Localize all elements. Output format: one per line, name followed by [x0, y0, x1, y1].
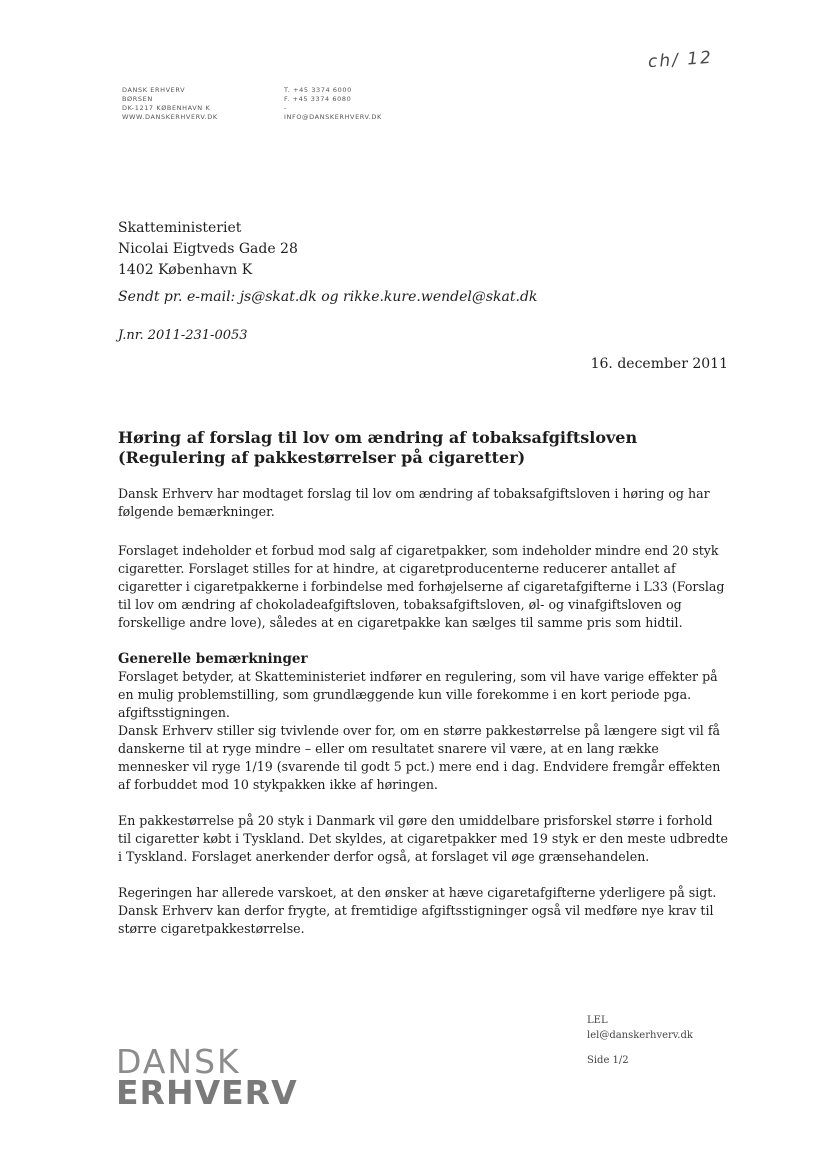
- logo-line-erhverv: ERHVERV: [116, 1073, 298, 1112]
- body-paragraph: Forslaget indeholder et forbud mod salg af cigaretpakker, som indeholder mindre end 20 styk cigaretter. Forslaget stilles for at hindre, at cigaretproducenterne reducerer antallet af cigaretter i cigaretpakkerne i forbindelse med forhøjelserne af cigaretafgifterne i L33 (Forslag til lov om ændring af chokoladeafgiftsloven, tobaksafgiftsloven, øl- og vinafgiftsloven og forskellige andre love), således at en cigaretpakke kan sælges til samme pris som hidtil.: [118, 543, 725, 630]
- sender-line: BØRSEN: [122, 95, 153, 103]
- sender-line: WWW.DANSKERHVERV.DK: [122, 113, 218, 121]
- sender-contact: [284, 86, 382, 122]
- recipient-address: [118, 218, 298, 281]
- body-paragraph: Forslaget betyder, at Skatteministeriet indfører en regulering, som vil have varige effekter på en mulig problemstilling, som grundlæggende kun ville forekomme i en kort periode pga. afgiftsstigningen.: [118, 669, 718, 720]
- sender-line: DANSK ERHVERV: [122, 86, 186, 94]
- body-paragraph: Dansk Erhverv stiller sig tvivlende over for, om en større pakkestørrelse på længere sigt vil få danskerne til at ryge mindre – eller om resultatet snarere vil være, at en lang række mennesker vil ryge 1/19 (svarende til godt 5 pct.) mere end i dag. Endvidere fremgår effekten af forbuddet mod 10 stykpakken ikke af høringen.: [118, 723, 721, 792]
- sender-email: INFO@DANSKERHVERV.DK: [284, 113, 382, 121]
- recipient-line: Skatteministeriet: [118, 220, 242, 236]
- author-initials: LEL: [587, 1015, 608, 1026]
- sender-line: -: [284, 104, 287, 112]
- author-email: lel@danskerhverv.dk: [587, 1030, 693, 1041]
- logo-line-dansk: DANSK: [116, 1042, 241, 1081]
- section-general-remarks: [118, 650, 728, 722]
- dansk-erhverv-logo: [116, 1042, 298, 1112]
- sender-line: DK-1217 KØBENHAVN K: [122, 104, 211, 112]
- body-paragraph: Regeringen har allerede varskoet, at den ønsker at hæve cigaretafgifterne yderligere på sigt. Dansk Erhverv kan derfor frygte, at fremtidige afgiftsstigninger også vil medføre nye krav til større cigaretpakkestørrelse.: [118, 885, 717, 936]
- sender-address: [122, 86, 218, 122]
- recipient-line: 1402 København K: [118, 262, 253, 278]
- body-paragraph: En pakkestørrelse på 20 styk i Danmark vil gøre den umiddelbare prisforskel større i forhold til cigaretter købt i Tyskland. Det skyldes, at cigaretpakker med 19 styk er den meste udbredte i Tyskland. Forslaget anerkender derfor også, at forslaget vil øge grænsehandelen.: [118, 813, 728, 864]
- contact-footer: [587, 1013, 693, 1068]
- letter-title: Høring af forslag til lov om ændring af tobaksafgiftsloven (Regulering af pakkestørrelser på cigaretter): [118, 428, 638, 467]
- section-heading: Generelle bemærkninger: [118, 651, 308, 667]
- sent-by-line: Sendt pr. e-mail: js@skat.dk og rikke.kure.wendel@skat.dk: [118, 289, 538, 305]
- page-number: Side 1/2: [587, 1055, 629, 1066]
- letter-date: 16. december 2011: [590, 356, 728, 372]
- journal-number: J.nr. 2011-231-0053: [118, 328, 248, 343]
- body-paragraph: Dansk Erhverv har modtaget forslag til lov om ændring af tobaksafgiftsloven i høring og har følgende bemærkninger.: [118, 486, 710, 519]
- sender-phone: T. +45 3374 6000: [284, 86, 352, 94]
- sender-fax: F. +45 3374 6080: [284, 95, 352, 103]
- recipient-line: Nicolai Eigtveds Gade 28: [118, 241, 298, 257]
- handwritten-note: ch/ 12: [647, 47, 714, 73]
